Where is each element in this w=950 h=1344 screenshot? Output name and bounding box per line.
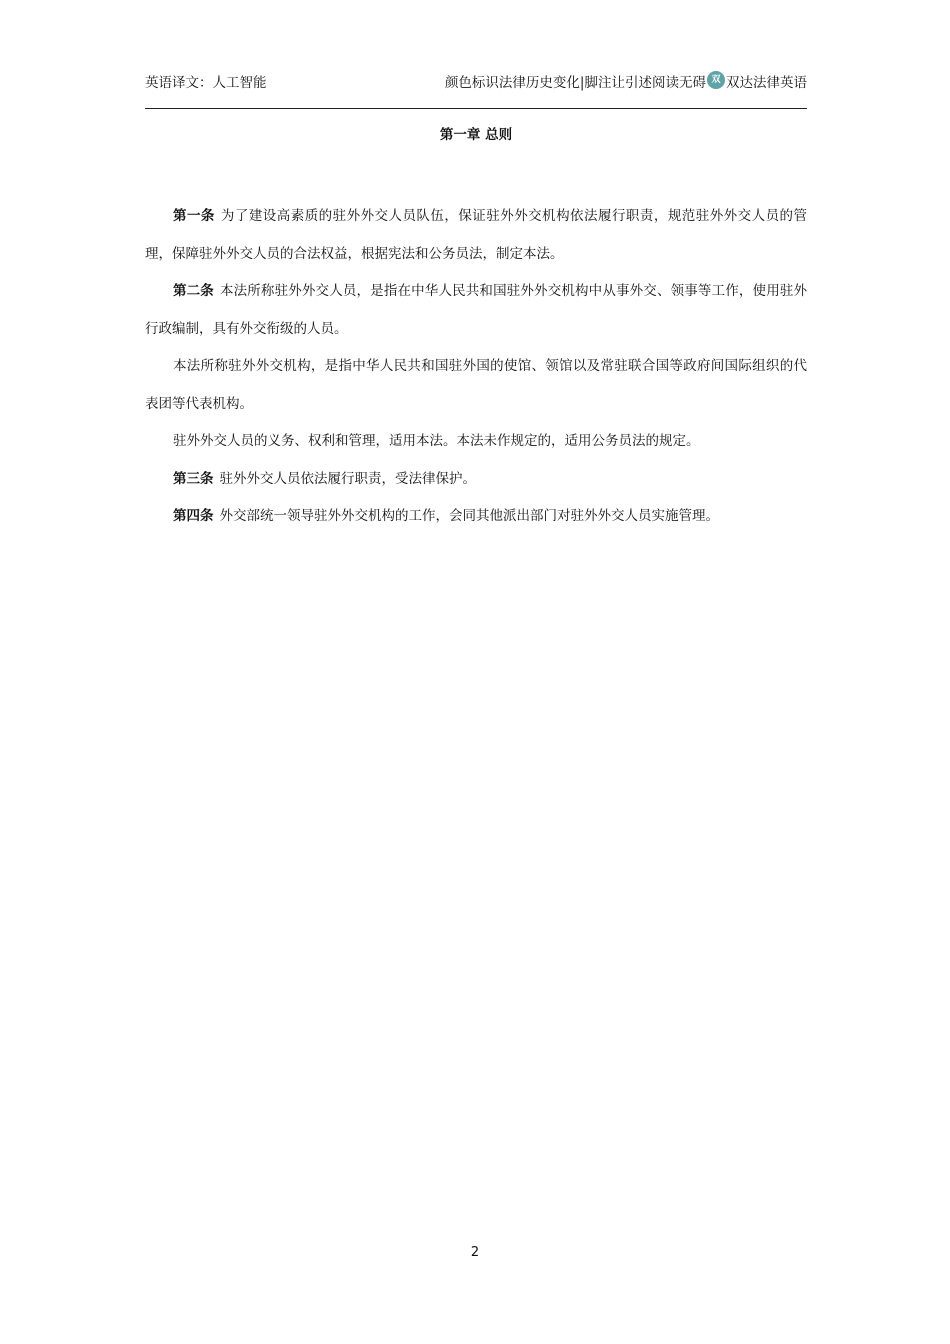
article-text: 驻外外交人员依法履行职责，受法律保护。 <box>219 470 476 487</box>
document-body <box>145 198 807 536</box>
article-text: 本法所称驻外外交机构，是指中华人民共和国驻外国的使馆、领馆以及常驻联合国等政府间国际组织的代表团等代表机构。 <box>145 358 807 412</box>
article-paragraph <box>145 273 807 348</box>
header-brand-name: 双达法律英语 <box>726 75 807 91</box>
article-text: 为了建设高素质的驻外外交人员队伍，保证驻外外交机构依法履行职责，规范驻外外交人员的管理，保障驻外外交人员的合法权益，根据宪法和公务员法，制定本法。 <box>145 208 808 262</box>
header-document-title: 英语译文：人工智能 <box>145 75 267 91</box>
article-label: 第二条 <box>173 283 214 299</box>
chapter-title: 第一章 总则 <box>439 127 513 143</box>
article-text: 驻外外交人员的义务、权利和管理，适用本法。本法未作规定的，适用公务员法的规定。 <box>173 433 700 449</box>
article-paragraph <box>145 498 807 536</box>
header-brand <box>445 72 807 94</box>
article-paragraph <box>145 348 807 423</box>
article-text: 外交部统一领导驻外外交机构的工作，会同其他派出部门对驻外外交人员实施管理。 <box>219 508 719 524</box>
page-number: 2 <box>470 1245 480 1260</box>
header-tagline: 颜色标识法律历史变化|脚注让引述阅读无碍 <box>444 75 706 91</box>
article-text: 本法所称驻外外交人员，是指在中华人民共和国驻外外交机构中从事外交、领事等工作，使用驻外行政编制，具有外交衔级的人员。 <box>145 283 808 337</box>
article-label: 第一条 <box>173 208 215 224</box>
article-label: 第四条 <box>173 508 214 524</box>
article-paragraph <box>145 423 807 461</box>
article-paragraph <box>145 461 807 499</box>
brand-logo-icon: 双 <box>707 71 725 89</box>
header-divider <box>145 108 807 109</box>
page-header <box>145 72 807 94</box>
article-paragraph <box>145 198 807 273</box>
article-label: 第三条 <box>173 470 214 487</box>
